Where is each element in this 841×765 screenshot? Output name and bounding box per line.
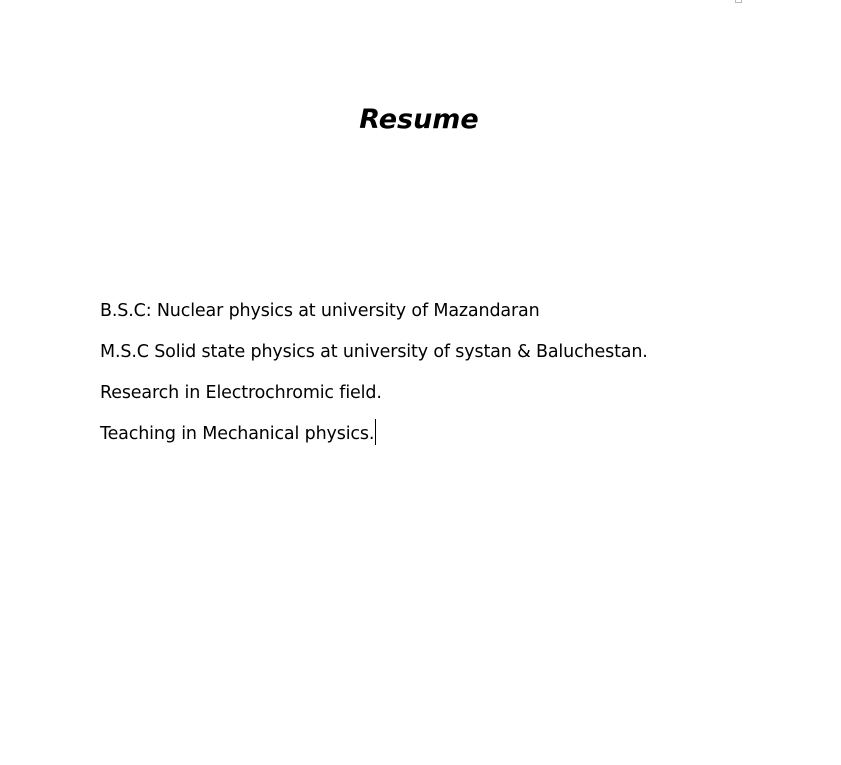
- document-body[interactable]: [100, 296, 648, 460]
- teaching-text: Teaching in Mechanical physics.: [100, 424, 375, 444]
- research-text: Research in Electrochromic field.: [100, 383, 382, 403]
- corner-marker-icon: [735, 0, 742, 3]
- education-msc-line: [100, 337, 648, 367]
- document-title: Resume: [359, 104, 479, 135]
- research-line: [100, 378, 648, 408]
- teaching-line: [100, 419, 648, 449]
- education-bsc-line: [100, 296, 648, 326]
- education-msc-text: M.S.C Solid state physics at university of systan & Baluchestan.: [100, 342, 648, 362]
- education-bsc-text: B.S.C: Nuclear physics at university of Mazandaran: [100, 301, 540, 321]
- text-cursor: [375, 419, 376, 445]
